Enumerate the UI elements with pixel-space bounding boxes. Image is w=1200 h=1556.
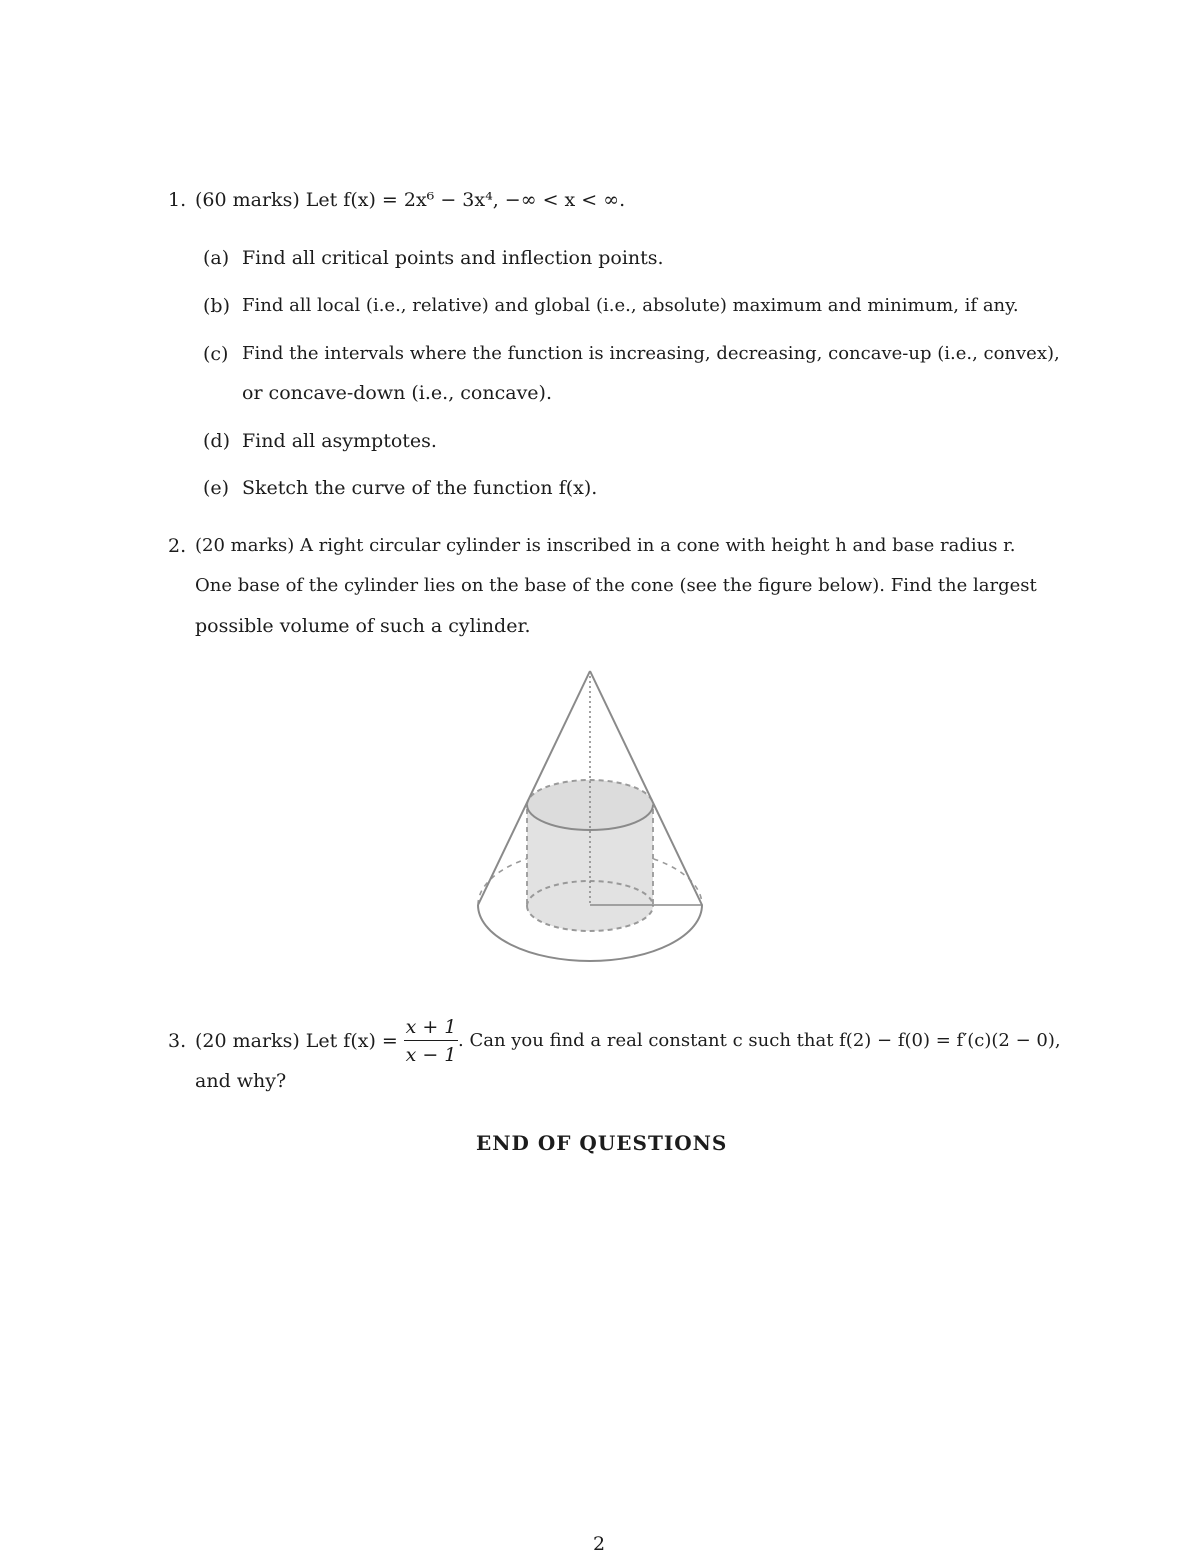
q3-number: 3. [168,1030,187,1052]
q2-line1: (20 marks) A right circular cylinder is inscribed in a cone with height h and base radius r. [195,535,1016,556]
q1d-text: Find all asymptotes. [242,430,437,452]
q1a-label: (a) [203,247,230,269]
q1b-text: Find all local (i.e., relative) and global (i.e., absolute) maximum and minimum, if any. [242,295,1019,316]
q3-fraction-bar [404,1040,458,1041]
q1c-text-cont: or concave-down (i.e., concave). [242,382,552,404]
q2-line3: possible volume of such a cylinder. [195,615,531,637]
q2-line2: One base of the cylinder lies on the base of the cone (see the figure below). Find the largest [195,575,1037,596]
q3-denominator: x − 1 [405,1044,457,1066]
q1e-text: Sketch the curve of the function f(x). [242,477,598,499]
q1e-label: (e) [203,477,230,499]
q1-number: 1. [168,189,187,211]
q1c-text: Find the intervals where the function is increasing, decreasing, concave-up (i.e., convex), [242,343,1060,364]
page-number: 2 [593,1533,606,1555]
q3-lead: (20 marks) Let f(x) = [195,1030,398,1052]
q3-rest: . Can you find a real constant c such that f(2) − f(0) = f′(c)(2 − 0), [458,1030,1061,1051]
q1b-label: (b) [203,295,230,317]
q2-number: 2. [168,535,187,557]
q3-numerator: x + 1 [405,1016,457,1038]
q1a-text: Find all critical points and inflection points. [242,247,664,269]
q1d-label: (d) [203,430,230,452]
q1-text: (60 marks) Let f(x) = 2x⁶ − 3x⁴, −∞ < x < ∞. [195,189,626,211]
q1c-label: (c) [203,343,229,365]
end-of-questions: END OF QUESTIONS [476,1131,728,1155]
q3-line2: and why? [195,1070,287,1092]
